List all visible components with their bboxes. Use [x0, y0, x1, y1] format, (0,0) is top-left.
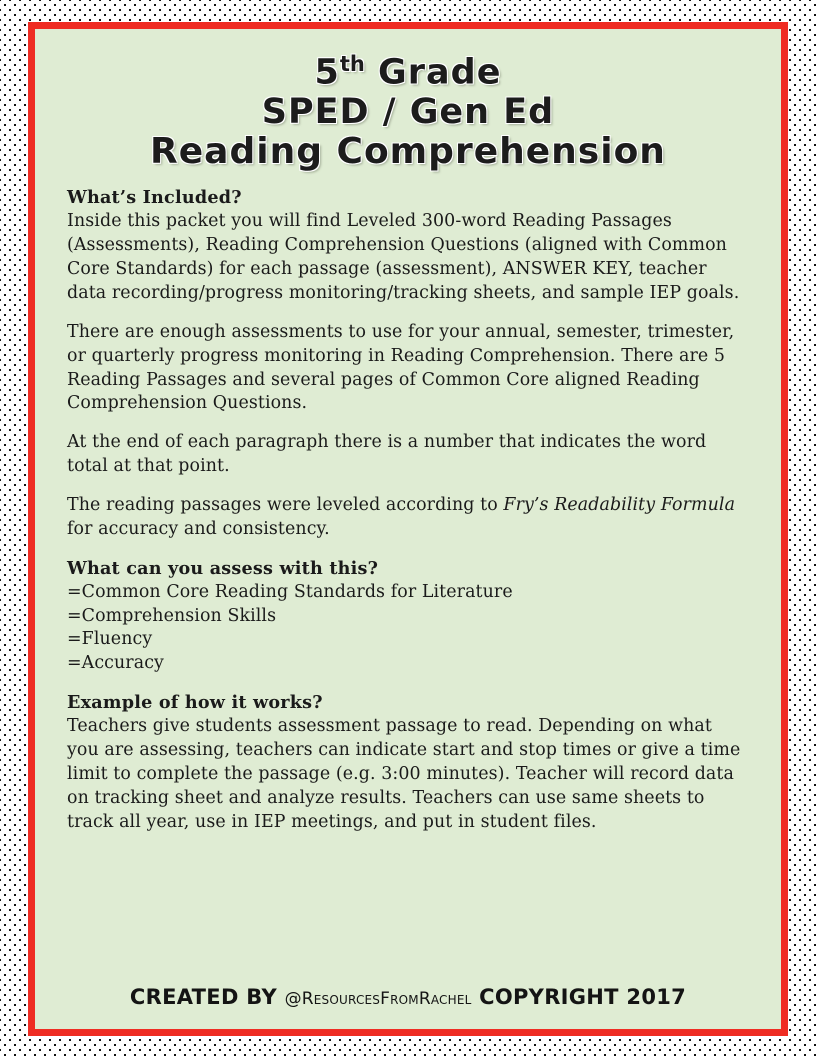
heading-whats-included: What’s Included?	[67, 187, 242, 209]
spacer	[67, 306, 749, 321]
title-line-grade	[67, 53, 749, 93]
paragraph-leveling	[67, 494, 749, 542]
heading-example: Example of how it works?	[67, 692, 323, 714]
footer-copyright: COPYRIGHT 2017	[471, 985, 687, 1009]
title-grade-number: 5	[314, 52, 340, 93]
footer-credit	[41, 985, 775, 1009]
title-line-sped: SPED / Gen Ed	[261, 91, 555, 132]
heading-what-can-you-assess: What can you assess with this?	[67, 557, 379, 579]
title-grade-suffix: th	[339, 52, 365, 76]
footer-handle: @ResourcesFromRachel	[284, 989, 472, 1009]
leveling-text-before: The reading passages were leveled according to	[67, 494, 504, 515]
leveling-text-after: for accuracy and consistency.	[67, 518, 330, 539]
page-title	[67, 53, 749, 172]
poster-content	[41, 35, 775, 1023]
paragraph-assessments: There are enough assessments to use for your annual, semester, trimester, or quarterly progress monitoring in Reading Comprehension. There are 5 Reading Passages and several pages of Common Core aligned Reading Comprehension Questions.	[67, 321, 735, 414]
paragraph-word-count: At the end of each paragraph there is a number that indicates the word total at that point.	[67, 432, 707, 477]
spacer	[67, 416, 749, 431]
list-item: =Common Core Reading Standards for Literature	[67, 581, 513, 602]
title-line-subject: Reading Comprehension	[150, 131, 666, 173]
spacer	[67, 542, 749, 557]
list-item: =Comprehension Skills	[67, 605, 277, 626]
leveling-formula-name: Fry’s Readability Formula	[503, 494, 736, 515]
paragraph-example: Teachers give students assessment passage to read. Depending on what you are assessing, teachers can indicate start and stop times or give a time limit to complete the passage (e.g. 3:00 minutes). Teacher will record data on tracking sheet and analyze results. Teachers can use same sheets to track all year, use in IEP meetings, and put in student files.	[67, 716, 741, 832]
red-border-frame	[28, 22, 788, 1036]
list-item: =Accuracy	[67, 653, 164, 674]
paragraph-whats-included: Inside this packet you will find Leveled 300-word Reading Passages (Assessments), Reading Comprehension Questions (aligned with Common Core Standards) for each passage (assessment), ANSWER KEY, teacher data recording/progress monitoring/tracking sheets, and sample IEP goals.	[67, 211, 740, 303]
poster-body	[67, 186, 749, 834]
footer-created-by: CREATED BY	[129, 985, 285, 1009]
title-grade-word: Grade	[364, 52, 502, 93]
list-item: =Fluency	[67, 629, 153, 650]
spacer	[67, 676, 749, 691]
spacer	[67, 479, 749, 494]
